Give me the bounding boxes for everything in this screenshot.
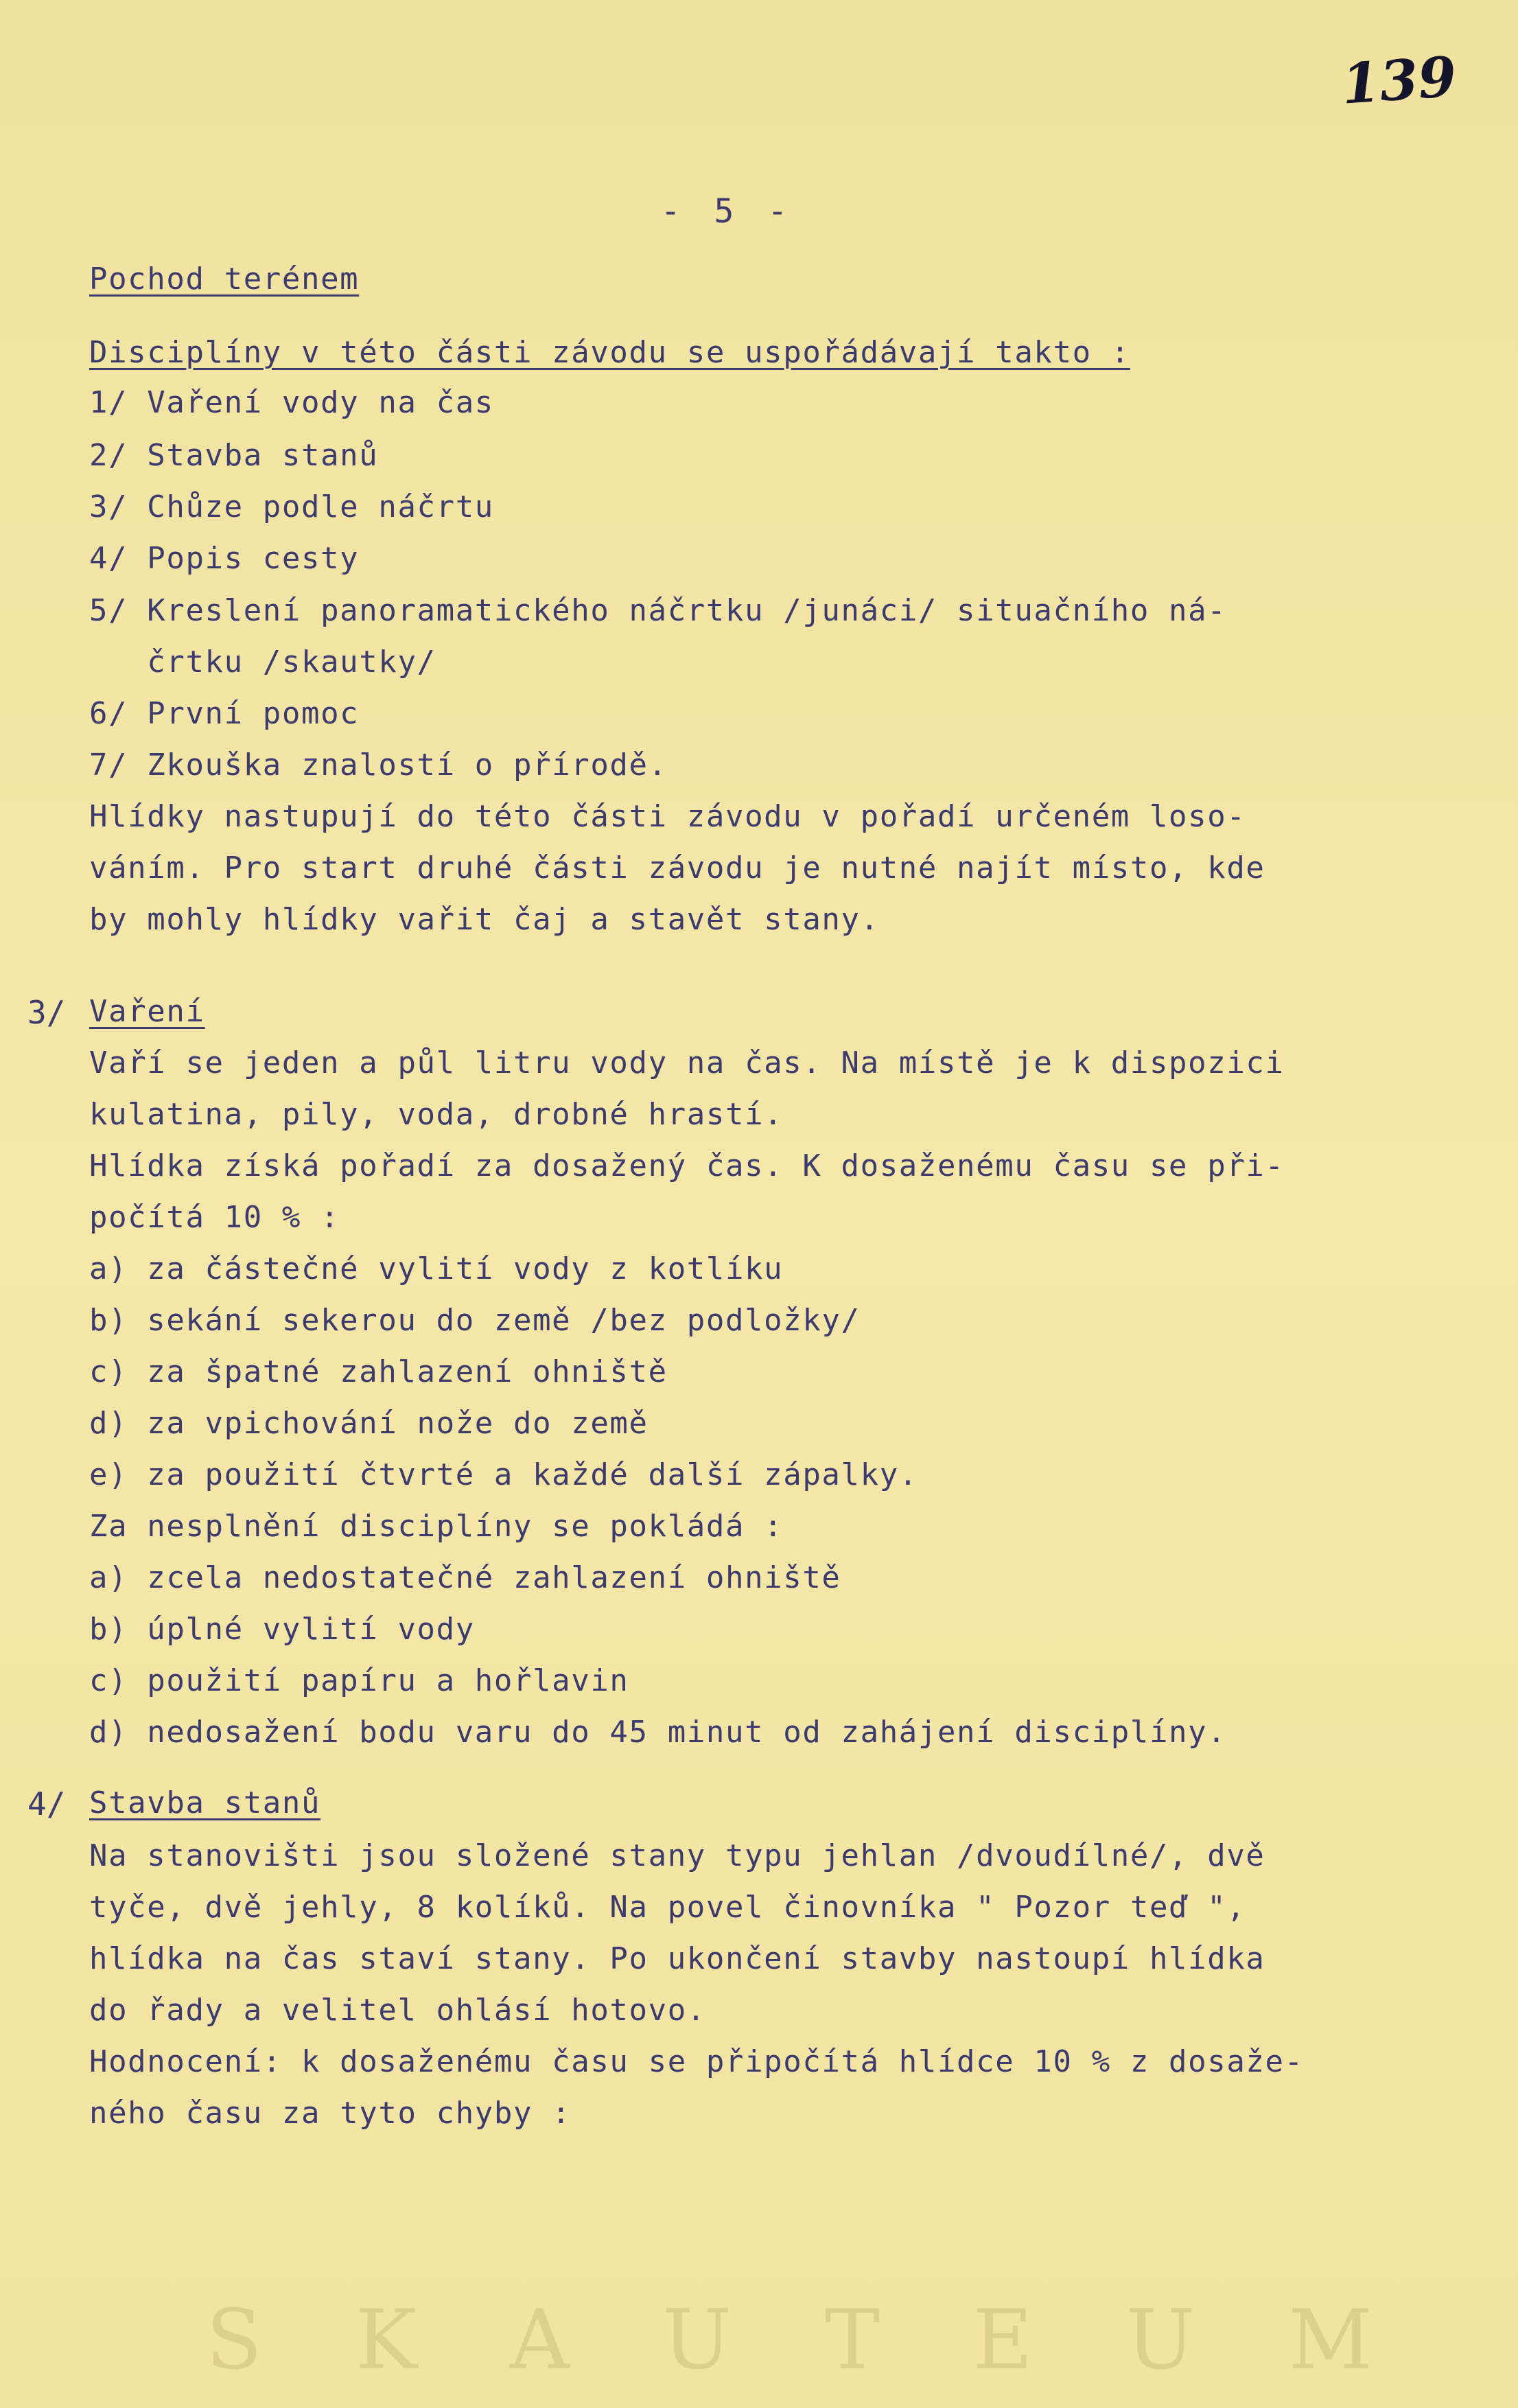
discipline-item: 7/ Zkouška znalostí o přírodě. xyxy=(89,748,668,783)
page-number: - 5 - xyxy=(660,192,795,231)
section-3-line: Vaří se jeden a půl litru vody na čas. Na místě je k dispozici xyxy=(89,1045,1285,1080)
section-3-marker: 3/ xyxy=(27,994,66,1031)
section-3-line: Hlídka získá pořadí za dosažený čas. K dosaženému času se při- xyxy=(89,1148,1285,1183)
paragraph-line: by mohly hlídky vařit čaj a stavět stany. xyxy=(89,902,880,937)
discipline-item: 2/ Stavba stanů xyxy=(89,438,379,473)
section-4-line: tyče, dvě jehly, 8 kolíků. Na povel činovníka " Pozor teď ", xyxy=(89,1890,1246,1925)
section-heading: Pochod terénem xyxy=(89,262,360,297)
discipline-item: 1/ Vaření vody na čas xyxy=(89,385,494,420)
section-3-line: c) použití papíru a hořlavin xyxy=(89,1663,629,1698)
section-3-heading: Vaření xyxy=(89,994,205,1029)
intro-heading: Disciplíny v této části závodu se uspořádávají takto : xyxy=(89,335,1130,370)
discipline-item: 6/ První pomoc xyxy=(89,696,360,731)
section-3-line: počítá 10 % : xyxy=(89,1200,340,1235)
section-4-line: Hodnocení: k dosaženému času se připočítá hlídce 10 % z dosaže- xyxy=(89,2044,1304,2079)
watermark-letter: A xyxy=(509,2293,570,2388)
paragraph-line: Hlídky nastupují do této části závodu v pořadí určeném loso- xyxy=(89,799,1246,834)
section-4-line: Na stanovišti jsou složené stany typu jehlan /dvoudílné/, dvě xyxy=(89,1838,1265,1873)
section-3-line: e) za použití čtvrté a každé další zápalky. xyxy=(89,1457,918,1492)
paragraph-line: váním. Pro start druhé části závodu je nutné najít místo, kde xyxy=(89,850,1265,885)
watermark-letter: E xyxy=(972,2293,1033,2388)
watermark xyxy=(206,2293,1373,2388)
discipline-item: 4/ Popis cesty xyxy=(89,541,360,576)
section-4-line: hlídka na čas staví stany. Po ukončení stavby nastoupí hlídka xyxy=(89,1941,1265,1976)
watermark-letter: T xyxy=(824,2293,880,2388)
section-3-line: kulatina, pily, voda, drobné hrastí. xyxy=(89,1097,784,1132)
watermark-letter: U xyxy=(662,2293,732,2388)
discipline-item: 3/ Chůze podle náčrtu xyxy=(89,489,494,524)
watermark-letter: M xyxy=(1288,2293,1373,2388)
section-4-marker: 4/ xyxy=(27,1785,66,1822)
section-3-line: d) za vpichování nože do země xyxy=(89,1406,649,1441)
watermark-letter: U xyxy=(1125,2293,1195,2388)
section-3-line: Za nesplnění disciplíny se pokládá : xyxy=(89,1509,784,1544)
section-3-line: a) zcela nedostatečné zahlazení ohniště xyxy=(89,1560,841,1595)
section-3-line: a) za částečné vylití vody z kotlíku xyxy=(89,1251,784,1286)
watermark-letter: S xyxy=(206,2293,263,2388)
discipline-item: 5/ Kreslení panoramatického náčrtku /junáci/ situačního ná- xyxy=(89,593,1227,628)
section-3-line: d) nedosažení bodu varu do 45 minut od zahájení disciplíny. xyxy=(89,1715,1227,1750)
section-4-line: do řady a velitel ohlásí hotovo. xyxy=(89,1993,706,2028)
section-3-line: b) úplné vylití vody xyxy=(89,1612,475,1647)
handwritten-page-number: 139 xyxy=(1339,44,1459,117)
section-4-heading: Stavba stanů xyxy=(89,1785,321,1820)
section-3-line: c) za špatné zahlazení ohniště xyxy=(89,1354,668,1389)
section-3-line: b) sekání sekerou do země /bez podložky/ xyxy=(89,1303,861,1338)
section-4-line: ného času za tyto chyby : xyxy=(89,2096,572,2131)
discipline-item: črtku /skautky/ xyxy=(89,645,436,680)
watermark-letter: K xyxy=(355,2293,417,2388)
